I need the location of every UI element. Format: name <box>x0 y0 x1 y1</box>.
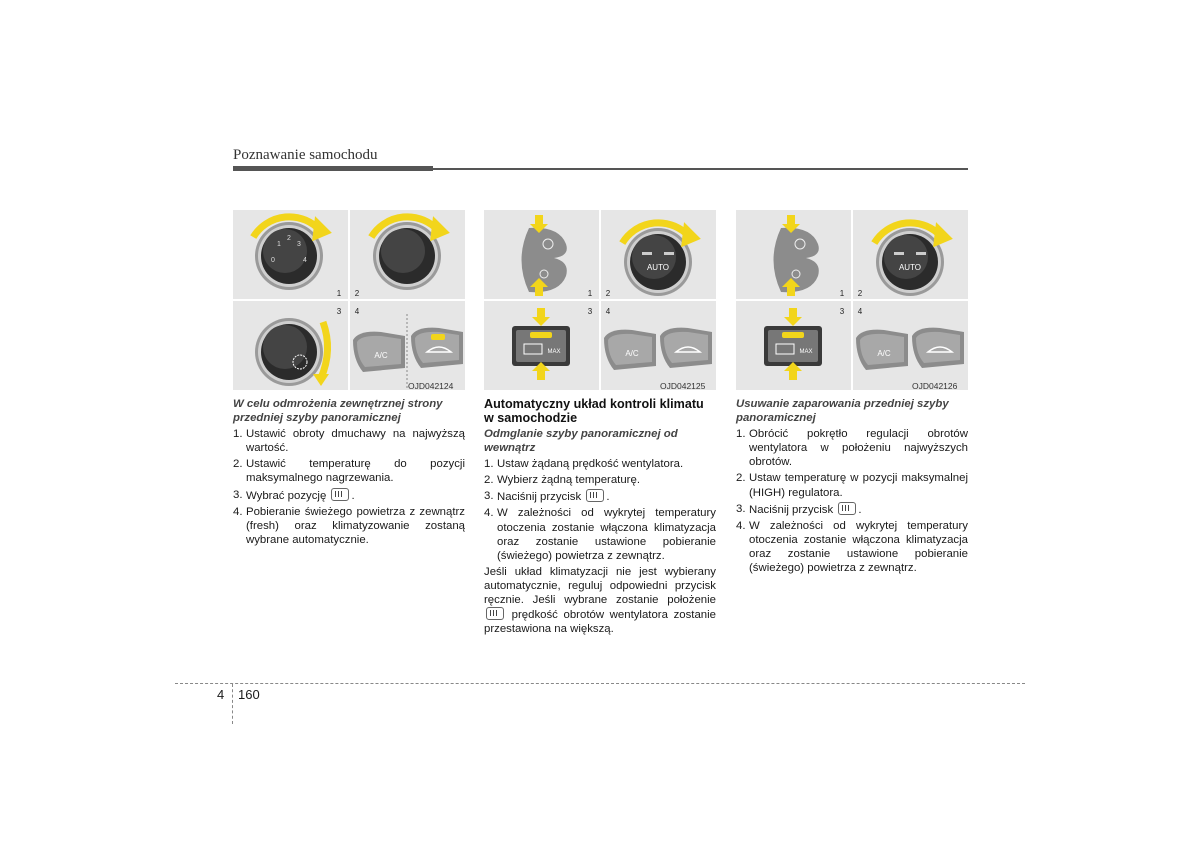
indicator-light <box>664 252 674 255</box>
control-knob <box>373 222 441 290</box>
step-item: 1. Ustawić obroty dmuchawy na najwyższą wartość. <box>233 428 465 455</box>
footer-divider <box>232 684 233 724</box>
step-list <box>233 427 465 547</box>
body-paragraph: Jeśli układ klimatyzacji nie jest wybierany automatycznie, reguluj odpowiedni przycisk ręcznie. Jeśli wybrane zostanie położenie prędkość obrotów wentylatora zostanie przestawiona na większą. <box>484 565 716 636</box>
column-1 <box>233 397 465 549</box>
quadrant-number: 3 <box>587 307 593 316</box>
footer-rule <box>175 683 1025 684</box>
figure-1 <box>233 210 465 390</box>
indicator-light <box>782 332 804 338</box>
figure-2 <box>484 210 716 390</box>
step-list <box>736 427 968 575</box>
indicator-light <box>916 252 926 255</box>
fan-speed-buttons <box>774 228 819 292</box>
button-label: A/C <box>625 349 639 358</box>
figure-caption: Odmglanie szyby panoramicznej od wewnątrz <box>484 428 678 455</box>
defrost-icon <box>331 488 349 501</box>
step-item: 2. Ustaw temperaturę w pozycji maksymalnej (HIGH) regulatora. <box>736 472 968 499</box>
figure-caption: Usuwanie zaparowania przedniej szyby panoramicznej <box>736 398 949 425</box>
fan-speed-label: 1 <box>277 241 281 248</box>
figure-caption: W celu odmrożenia zewnętrznej strony przedniej szyby panoramicznej <box>233 398 443 425</box>
knob-label: AUTO <box>898 263 922 272</box>
step-item: 4. W zależności od wykrytej temperatury otoczenia zostanie włączona klimatyzacja oraz zostanie ustawione pobieranie (świeżego) powietrza z zewnątrz. <box>736 519 968 575</box>
ac-button <box>604 330 656 370</box>
defrost-icon <box>838 502 856 515</box>
step-item: 2. Wybierz żądną temperaturę. <box>484 474 640 487</box>
fan-speed-label: 3 <box>297 241 301 248</box>
step-item: 3. Wybrać pozycję . <box>233 488 355 502</box>
fan-speed-label: 0 <box>271 257 275 264</box>
arrow-down-icon <box>784 308 802 326</box>
section-number: 4 <box>217 687 225 702</box>
recirculation-button <box>411 328 463 368</box>
defrost-icon <box>586 489 604 502</box>
control-knob <box>255 318 323 386</box>
quadrant-number: 4 <box>605 307 611 316</box>
column-2 <box>484 397 716 636</box>
step-list <box>484 457 716 563</box>
quadrant-number: 2 <box>857 289 863 298</box>
recirculation-button <box>912 328 964 368</box>
button-label: MAX <box>799 349 813 355</box>
indicator-light <box>530 332 552 338</box>
max-defrost-button <box>512 326 570 366</box>
header-rule-accent <box>233 166 433 171</box>
control-knob <box>624 228 692 296</box>
control-knob <box>876 228 944 296</box>
figure-code: OJD042126 <box>912 381 958 391</box>
column-3 <box>736 397 968 577</box>
quadrant-number: 2 <box>354 289 360 298</box>
quadrant-number: 2 <box>605 289 611 298</box>
step-item: 4. W zależności od wykrytej temperatury otoczenia zostanie włączona klimatyzacja oraz zostanie ustawione pobieranie (świeżego) powietrza z zewnątrz. <box>484 507 716 562</box>
figure-illustration <box>484 210 716 390</box>
quadrant-number: 3 <box>839 307 845 316</box>
ac-button <box>856 330 908 370</box>
button-label: A/C <box>877 349 891 358</box>
section-heading: Automatyczny układ kontroli klimatu w samochodzie <box>484 397 704 425</box>
quadrant-number: 1 <box>587 289 593 298</box>
figure-illustration <box>736 210 968 390</box>
step-item: 1. Ustaw żądaną prędkość wentylatora. <box>484 458 684 471</box>
fan-speed-label: 4 <box>303 257 307 264</box>
indicator-light <box>894 252 904 255</box>
quadrant-number: 3 <box>336 307 342 316</box>
recirculation-button <box>660 328 712 368</box>
step-item: 2. Ustawić temperaturę do pozycji maksymalnego nagrzewania. <box>233 458 465 485</box>
figure-illustration <box>233 210 465 390</box>
step-item: 3. Naciśnij przycisk . <box>736 502 862 516</box>
ac-button <box>353 332 405 372</box>
step-item: 1. Obrócić pokrętło regulacji obrotów wentylatora w położeniu najwyższych obrotów. <box>736 428 968 469</box>
figure-code: OJD042125 <box>660 381 706 391</box>
button-label: MAX <box>547 349 561 355</box>
quadrant-number: 1 <box>839 289 845 298</box>
indicator-light <box>642 252 652 255</box>
max-defrost-button <box>764 326 822 366</box>
page-number: 160 <box>238 687 260 702</box>
fan-speed-label: 2 <box>287 235 291 242</box>
control-knob <box>255 222 323 290</box>
arrow-down-icon <box>532 308 550 326</box>
indicator-light <box>431 334 445 340</box>
figure-3 <box>736 210 968 390</box>
fan-speed-buttons <box>522 228 567 292</box>
step-item: 3. Naciśnij przycisk . <box>484 490 610 504</box>
figure-code: OJD042124 <box>408 381 454 391</box>
button-label: A/C <box>374 351 388 360</box>
quadrant-number: 4 <box>857 307 863 316</box>
quadrant-number: 4 <box>354 307 360 316</box>
knob-label: AUTO <box>646 263 670 272</box>
quadrant-number: 1 <box>336 289 342 298</box>
rotate-arrow-icon <box>313 374 329 386</box>
defrost-icon <box>486 607 504 620</box>
page-header-title: Poznawanie samochodu <box>233 147 378 163</box>
step-item: 4. Pobieranie świeżego powietrza z zewnątrz (fresh) oraz klimatyzowanie zostaną wybrane automatycznie. <box>233 505 465 546</box>
